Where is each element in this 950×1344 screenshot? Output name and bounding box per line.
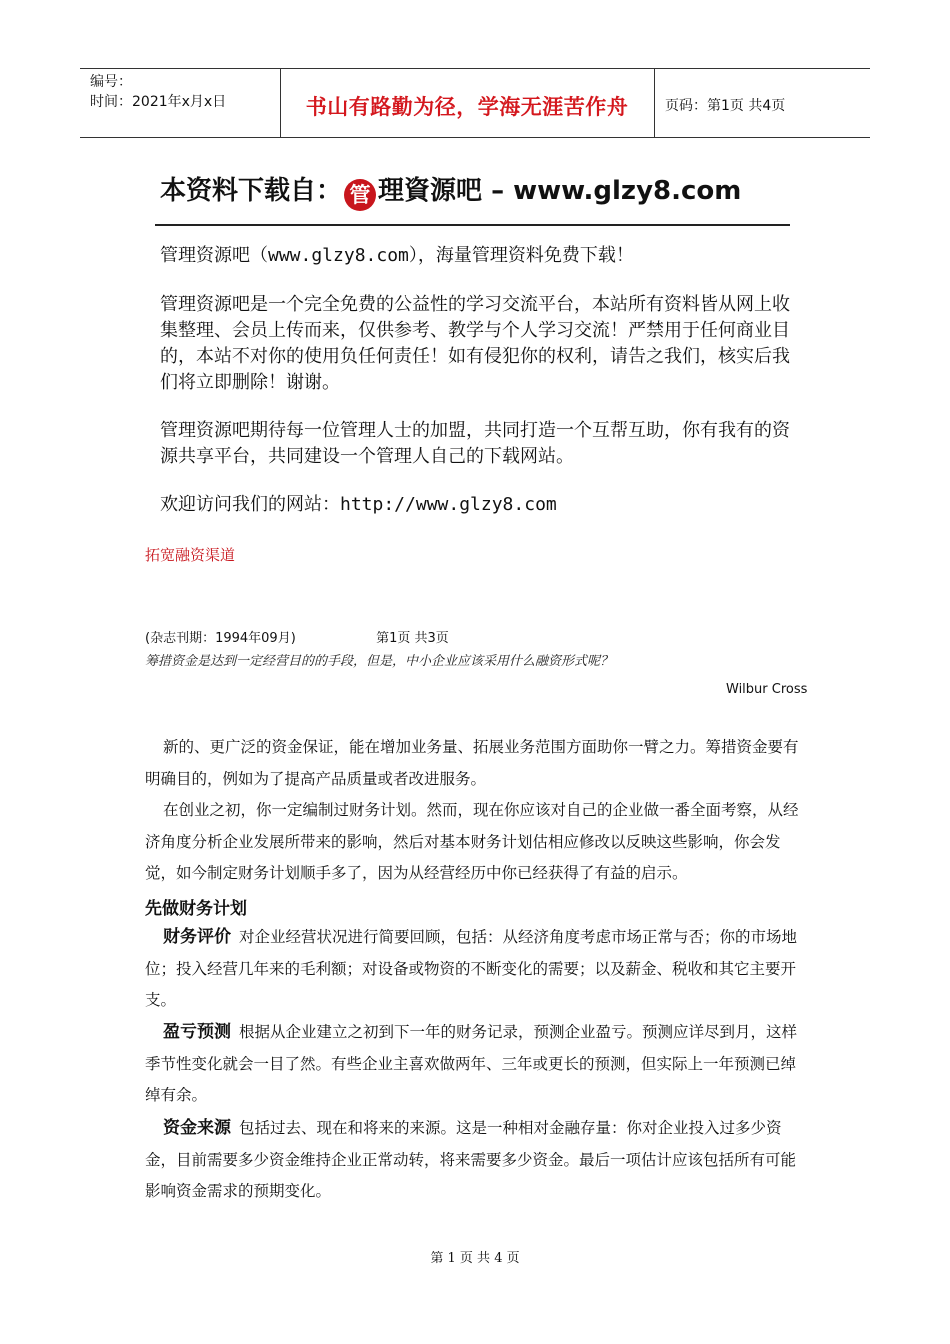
page-footer: 第 1 页 共 4 页 (430, 1251, 520, 1266)
motto: 书山有路勤为径，学海无涯苦作舟 (305, 94, 629, 119)
item-term: 盈亏预测 (163, 1022, 231, 1042)
item-text: 对企业经营状况进行简要回顾，包括：从经济角度考虑市场正常与否；你的市场地位；投入经营几年来的毛利额；对设备或物资的不断变化的需要；以及薪金、税收和其它主要开支。 (145, 928, 798, 1009)
intro-paragraph-1: 管理资源吧（www.glzy8.com），海量管理资料免费下载！ (160, 245, 634, 266)
item-funding-source (145, 1113, 810, 1208)
time-label: 时间：2021年x月x日 (90, 94, 227, 110)
document-header (80, 68, 870, 138)
item-text: 包括过去、现在和将来的来源。这是一种相对金融存量：你对企业投入过多少资金，目前需要多少资金维持企业正常动转，将来需要多少资金。最后一项估计应该包括所有可能影响资金需求的预期变化。 (145, 1119, 797, 1200)
issue-label: (杂志刊期：1994年09月) (145, 631, 296, 646)
header-page-cell (655, 69, 870, 137)
item-term: 财务评价 (163, 927, 231, 947)
item-term: 资金来源 (163, 1118, 231, 1138)
item-text: 根据从企业建立之初到下一年的财务记录，预测企业盈亏。预测应详尽到月，这样季节性变化就会一目了然。有些企业主喜欢做两年、三年或更长的预测，但实际上一年预测已绰绰有余。 (145, 1023, 798, 1104)
intro-paragraph-2: 管理资源吧是一个完全免费的公益性的学习交流平台，本站所有资料皆从网上收集整理、会员上传而来，仅供参考、教学与个人学习交流！严禁用于任何商业目的，本站不对你的使用负任何责任！如有侵犯你的权利，请告之我们，核实后我们将立即删除！谢谢。 (160, 294, 790, 393)
banner-url: – www.glzy8.com (482, 176, 742, 206)
article-lead: 筹措资金是达到一定经营目的的手段，但是，中小企业应该采用什么融资形式呢？ (145, 654, 614, 669)
page-info: 页码：第1页 共4页 (665, 98, 786, 114)
item-profit-forecast (145, 1017, 810, 1112)
banner-divider (155, 224, 790, 226)
article-author: Wilbur Cross (726, 682, 808, 697)
body-paragraph-1: 新的、更广泛的资金保证，能在增加业务量、拓展业务范围方面助你一臂之力。筹措资金要有明确目的，例如为了提高产品质量或者改进服务。 (145, 738, 799, 788)
logo-icon: 管 (344, 179, 376, 211)
banner-name: 理資源吧 (378, 176, 483, 206)
banner-prefix: 本资料下载自： (160, 176, 343, 206)
header-meta-cell (80, 69, 281, 137)
intro-paragraph-4: 欢迎访问我们的网站：http://www.glzy8.com (160, 494, 557, 515)
number-label: 编号： (90, 74, 132, 90)
article-meta (145, 627, 449, 646)
item-financial-evaluation (145, 922, 810, 1017)
intro-paragraph-3: 管理资源吧期待每一位管理人士的加盟，共同打造一个互帮互助，你有我有的资源共享平台，共同建设一个管理人自己的下载网站。 (160, 420, 790, 467)
header-motto-cell (280, 69, 655, 137)
article-pages: 第1页 共3页 (376, 631, 449, 646)
body-paragraph-2: 在创业之初，你一定编制过财务计划。然而，现在你应该对自己的企业做一番全面考察，从经济角度分析企业发展所带来的影响，然后对基本财务计划估相应修改以反映这些影响，你会发觉，如今制定财务计划顺手多了，因为从经营经历中你已经获得了有益的启示。 (145, 801, 799, 882)
article-title: 拓宽融资渠道 (145, 546, 236, 564)
source-banner (160, 170, 800, 216)
section-heading: 先做财务计划 (145, 899, 247, 919)
